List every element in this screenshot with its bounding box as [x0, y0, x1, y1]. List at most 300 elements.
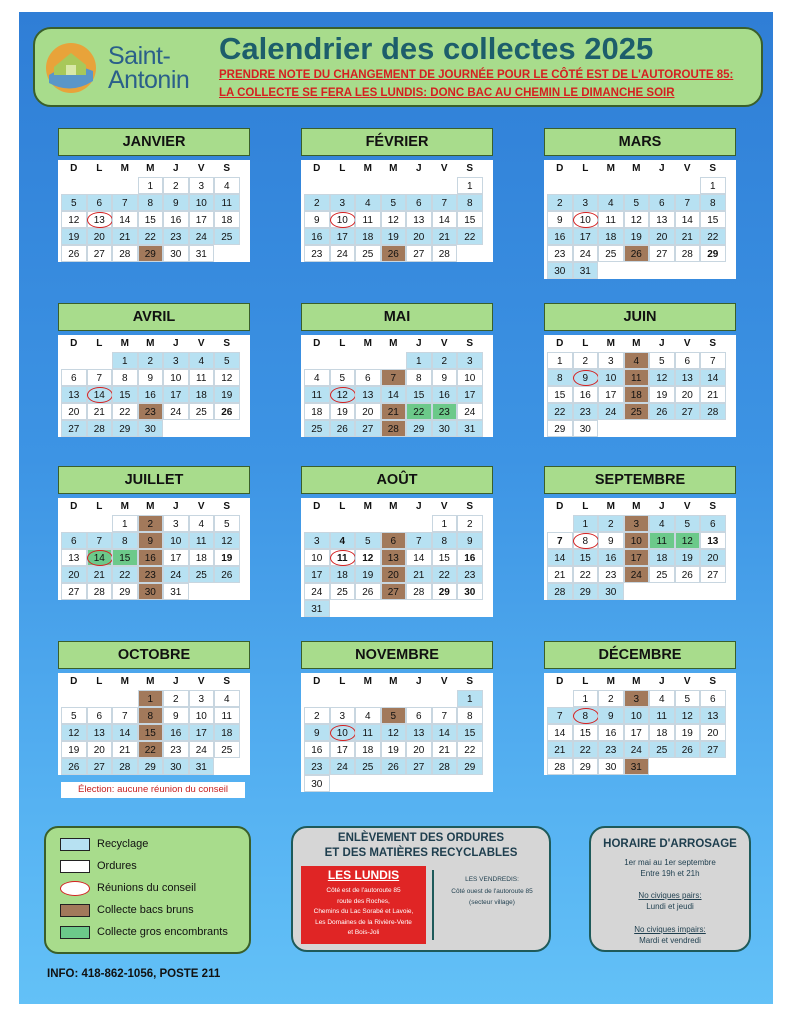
month-1 [58, 128, 250, 262]
day-cell: 22 [432, 566, 458, 583]
weekday-label: L [96, 676, 103, 687]
day-cell: 28 [547, 758, 573, 775]
day-cell: 1 [457, 690, 483, 707]
day-cell: 29 [547, 420, 573, 437]
day-cell: 28 [547, 583, 573, 600]
day-cell: 19 [649, 386, 675, 403]
month-name: DÉCEMBRE [544, 641, 736, 669]
month-grid [58, 673, 250, 775]
day-cell: 3 [330, 707, 356, 724]
weekday-label: M [389, 163, 398, 174]
month-name: AOÛT [301, 466, 493, 494]
weekday-label: S [223, 338, 231, 349]
day-cell: 18 [189, 386, 215, 403]
day-cell: 2 [304, 707, 330, 724]
month-grid [301, 673, 493, 792]
day-cell: 9 [457, 532, 483, 549]
day-cell: 8 [573, 532, 599, 549]
day-cell: 12 [61, 724, 87, 741]
day-cell: 24 [163, 566, 189, 583]
day-cell: 25 [214, 228, 240, 245]
weekday-label: S [466, 676, 474, 687]
weekday-label: J [172, 163, 179, 174]
weekday-label: V [683, 676, 691, 687]
odd-numbers-label: No civiques impairs: [634, 925, 706, 934]
day-cell: 17 [163, 549, 189, 566]
day-cell: 19 [624, 228, 650, 245]
day-cell: 8 [406, 369, 432, 386]
day-cell: 14 [87, 386, 113, 403]
day-cell: 14 [112, 211, 138, 228]
weekday-label: J [415, 501, 422, 512]
day-cell: 28 [675, 245, 701, 262]
council-meeting-marker [573, 370, 599, 386]
day-cell: 6 [700, 515, 726, 532]
day-cell: 23 [304, 758, 330, 775]
day-cell: 6 [355, 369, 381, 386]
month-grid [544, 160, 736, 279]
weekday-label: V [683, 338, 691, 349]
pickup-title-line2: ET DES MATIÈRES RECYCLABLES [324, 847, 518, 859]
watering-hours: Entre 19h et 21h [640, 869, 700, 878]
day-cell: 11 [598, 211, 624, 228]
day-cell: 27 [61, 420, 87, 437]
day-cell: 1 [457, 177, 483, 194]
day-cell: 11 [649, 707, 675, 724]
day-cell: 6 [61, 369, 87, 386]
day-cell: 27 [406, 245, 432, 262]
month-grid [301, 160, 493, 262]
day-cell: 3 [573, 194, 599, 211]
day-cell: 12 [214, 532, 240, 549]
weekday-label: M [146, 338, 155, 349]
day-cell: 15 [700, 211, 726, 228]
weekday-label: M [606, 163, 615, 174]
weekday-label: M [389, 338, 398, 349]
day-cell: 9 [547, 211, 573, 228]
day-cell: 31 [573, 262, 599, 279]
day-cell: 8 [457, 194, 483, 211]
day-cell: 12 [675, 707, 701, 724]
day-cell: 28 [112, 758, 138, 775]
day-cell: 30 [598, 758, 624, 775]
day-cell: 1 [406, 352, 432, 369]
day-cell: 11 [355, 724, 381, 741]
day-cell: 1 [138, 690, 164, 707]
weekday-label: V [683, 501, 691, 512]
weekday-label: S [709, 501, 717, 512]
day-cell: 27 [87, 758, 113, 775]
day-cell: 13 [406, 211, 432, 228]
weekday-label: D [556, 163, 564, 174]
day-cell: 19 [381, 228, 407, 245]
day-cell: 10 [330, 211, 356, 228]
month-grid [301, 498, 493, 617]
weekday-label: L [339, 163, 346, 174]
day-cell: 29 [112, 420, 138, 437]
day-cell: 26 [675, 566, 701, 583]
day-cell: 14 [432, 211, 458, 228]
day-cell: 24 [330, 245, 356, 262]
day-cell: 1 [138, 177, 164, 194]
day-cell: 25 [355, 245, 381, 262]
legend-bulky: Collecte gros encombrants [97, 926, 228, 938]
day-cell: 13 [700, 532, 726, 549]
day-cell: 26 [381, 758, 407, 775]
day-cell: 6 [406, 707, 432, 724]
day-cell: 18 [330, 566, 356, 583]
day-cell: 28 [432, 245, 458, 262]
day-cell: 9 [573, 369, 599, 386]
friday-label: LES VENDREDIS: [465, 876, 519, 883]
day-cell: 13 [87, 211, 113, 228]
council-meeting-marker [330, 387, 356, 403]
weekday-label: D [556, 338, 564, 349]
weekday-label: V [683, 163, 691, 174]
day-cell: 11 [624, 369, 650, 386]
brand-name-line1: Saint- [108, 42, 171, 70]
day-cell: 27 [700, 566, 726, 583]
day-cell: 21 [381, 403, 407, 420]
even-numbers-days: Lundi et jeudi [646, 902, 694, 911]
day-cell: 14 [547, 724, 573, 741]
day-cell: 9 [163, 707, 189, 724]
council-meeting-marker [573, 212, 599, 228]
monday-areas [303, 886, 424, 939]
council-meeting-marker [330, 550, 356, 566]
day-cell: 25 [355, 758, 381, 775]
weekday-label: L [96, 338, 103, 349]
day-cell: 21 [87, 566, 113, 583]
day-cell: 4 [649, 690, 675, 707]
day-cell: 21 [87, 403, 113, 420]
municipality-logo [44, 41, 98, 95]
council-swatch [60, 881, 90, 896]
month-name: NOVEMBRE [301, 641, 493, 669]
day-cell: 29 [406, 420, 432, 437]
watering-title: HORAIRE D'ARROSAGE [603, 838, 737, 850]
day-cell: 9 [138, 369, 164, 386]
weekday-label: M [146, 163, 155, 174]
day-cell: 26 [381, 245, 407, 262]
day-cell: 13 [381, 549, 407, 566]
month-name: FÉVRIER [301, 128, 493, 156]
month-10 [58, 641, 250, 775]
day-cell: 29 [700, 245, 726, 262]
weekday-label: D [70, 676, 78, 687]
weekday-label: M [146, 676, 155, 687]
month-12 [544, 641, 736, 775]
day-cell: 17 [304, 566, 330, 583]
day-cell: 13 [61, 386, 87, 403]
weekday-label: M [363, 338, 372, 349]
day-cell: 22 [138, 741, 164, 758]
day-cell: 7 [406, 532, 432, 549]
day-cell: 20 [700, 549, 726, 566]
day-cell: 5 [381, 194, 407, 211]
legend-recycling: Recyclage [97, 838, 149, 850]
weekday-label: M [606, 501, 615, 512]
recycling-swatch [60, 838, 90, 851]
day-cell: 21 [432, 228, 458, 245]
day-cell: 30 [432, 420, 458, 437]
weekday-label: V [197, 676, 205, 687]
day-cell: 24 [163, 403, 189, 420]
day-cell: 5 [675, 690, 701, 707]
monday-label: LES LUNDIS [327, 868, 400, 882]
day-cell: 30 [163, 245, 189, 262]
day-cell: 2 [598, 515, 624, 532]
day-cell: 6 [87, 194, 113, 211]
day-cell: 3 [189, 177, 215, 194]
day-cell: 2 [304, 194, 330, 211]
day-cell: 22 [547, 403, 573, 420]
day-cell: 15 [457, 211, 483, 228]
weekday-label: M [606, 676, 615, 687]
day-cell: 2 [457, 515, 483, 532]
day-cell: 13 [649, 211, 675, 228]
day-cell: 20 [61, 403, 87, 420]
weekday-label: D [556, 676, 564, 687]
day-cell: 8 [432, 532, 458, 549]
day-cell: 29 [573, 758, 599, 775]
weekday-label: D [70, 163, 78, 174]
day-cell: 7 [112, 194, 138, 211]
day-cell: 11 [214, 194, 240, 211]
day-cell: 19 [214, 386, 240, 403]
weekday-label: J [172, 676, 179, 687]
day-cell: 26 [624, 245, 650, 262]
month-11 [301, 641, 493, 792]
day-cell: 14 [406, 549, 432, 566]
weekday-label: S [709, 338, 717, 349]
day-cell: 31 [304, 600, 330, 617]
day-cell: 4 [330, 532, 356, 549]
day-cell: 27 [649, 245, 675, 262]
legend-garbage: Ordures [97, 860, 137, 872]
month-grid [301, 335, 493, 437]
day-cell: 6 [87, 707, 113, 724]
day-cell: 26 [675, 741, 701, 758]
weekday-label: J [658, 163, 665, 174]
change-notice-line1: PRENDRE NOTE DU CHANGEMENT DE JOURNÉE POUR LE CÔTÉ EST DE L'AUTOROUTE 85: [219, 69, 734, 81]
weekday-label: L [96, 501, 103, 512]
weekday-label: D [313, 163, 321, 174]
day-cell: 23 [432, 403, 458, 420]
day-cell: 8 [457, 707, 483, 724]
day-cell: 24 [189, 228, 215, 245]
day-cell: 3 [598, 352, 624, 369]
day-cell: 22 [112, 403, 138, 420]
day-cell: 19 [675, 724, 701, 741]
weekday-label: M [632, 676, 641, 687]
day-cell: 9 [304, 211, 330, 228]
day-cell: 20 [406, 741, 432, 758]
day-cell: 17 [457, 386, 483, 403]
day-cell: 1 [112, 515, 138, 532]
day-cell: 21 [700, 386, 726, 403]
month-name: JUIN [544, 303, 736, 331]
weekday-label: S [709, 163, 717, 174]
month-grid [544, 498, 736, 600]
day-cell: 15 [573, 724, 599, 741]
weekday-label: S [223, 501, 231, 512]
day-cell: 24 [624, 566, 650, 583]
day-cell: 9 [138, 532, 164, 549]
day-cell: 8 [138, 707, 164, 724]
day-cell: 2 [163, 177, 189, 194]
day-cell: 18 [649, 724, 675, 741]
day-cell: 31 [189, 758, 215, 775]
day-cell: 8 [700, 194, 726, 211]
weekday-label: V [197, 338, 205, 349]
day-cell: 2 [573, 352, 599, 369]
day-cell: 16 [547, 228, 573, 245]
day-cell: 31 [163, 583, 189, 600]
day-cell: 25 [649, 566, 675, 583]
day-cell: 21 [112, 228, 138, 245]
month-name: MAI [301, 303, 493, 331]
day-cell: 26 [330, 420, 356, 437]
council-meeting-marker [87, 387, 113, 403]
day-cell: 28 [432, 758, 458, 775]
day-cell: 26 [61, 758, 87, 775]
day-cell: 15 [112, 549, 138, 566]
council-meeting-marker [330, 725, 356, 741]
day-cell: 7 [547, 532, 573, 549]
weekday-label: S [709, 676, 717, 687]
pickup-divider [432, 870, 434, 940]
day-cell: 14 [700, 369, 726, 386]
day-cell: 23 [457, 566, 483, 583]
day-cell: 26 [214, 403, 240, 420]
day-cell: 16 [598, 724, 624, 741]
page-title: Calendrier des collectes 2025 [219, 31, 654, 66]
day-cell: 29 [573, 583, 599, 600]
day-cell: 20 [355, 403, 381, 420]
day-cell: 2 [598, 690, 624, 707]
day-cell: 15 [573, 549, 599, 566]
day-cell: 16 [138, 386, 164, 403]
day-cell: 29 [112, 583, 138, 600]
day-cell: 5 [214, 352, 240, 369]
garbage-swatch [60, 860, 90, 873]
weekday-label: J [415, 163, 422, 174]
day-cell: 7 [700, 352, 726, 369]
weekday-label: V [440, 163, 448, 174]
day-cell: 12 [381, 724, 407, 741]
day-cell: 5 [330, 369, 356, 386]
day-cell: 21 [432, 741, 458, 758]
day-cell: 11 [649, 532, 675, 549]
day-cell: 18 [189, 549, 215, 566]
weekday-label: J [415, 676, 422, 687]
weekday-label: L [582, 338, 589, 349]
day-cell: 15 [432, 549, 458, 566]
day-cell: 10 [624, 532, 650, 549]
day-cell: 21 [675, 228, 701, 245]
day-cell: 27 [381, 583, 407, 600]
weekday-label: L [582, 163, 589, 174]
council-meeting-marker [573, 533, 599, 549]
day-cell: 30 [547, 262, 573, 279]
day-cell: 24 [330, 758, 356, 775]
day-cell: 14 [432, 724, 458, 741]
day-cell: 15 [112, 386, 138, 403]
day-cell: 19 [355, 566, 381, 583]
day-cell: 20 [649, 228, 675, 245]
weekday-label: L [96, 163, 103, 174]
month-grid [58, 335, 250, 437]
day-cell: 18 [649, 549, 675, 566]
watering-period: 1er mai au 1er septembre [624, 858, 716, 867]
day-cell: 18 [304, 403, 330, 420]
day-cell: 13 [675, 369, 701, 386]
day-cell: 18 [598, 228, 624, 245]
day-cell: 4 [598, 194, 624, 211]
friday-area-line1: Côté ouest de l'autoroute 85 [451, 888, 533, 895]
day-cell: 9 [163, 194, 189, 211]
day-cell: 2 [432, 352, 458, 369]
day-cell: 21 [112, 741, 138, 758]
brown-bin-swatch [60, 904, 90, 917]
election-note: Élection: aucune réunion du conseil [61, 782, 245, 798]
day-cell: 16 [163, 211, 189, 228]
day-cell: 1 [432, 515, 458, 532]
day-cell: 5 [61, 194, 87, 211]
day-cell: 13 [406, 724, 432, 741]
day-cell: 14 [381, 386, 407, 403]
day-cell: 29 [138, 758, 164, 775]
day-cell: 31 [624, 758, 650, 775]
weekday-label: M [363, 501, 372, 512]
day-cell: 23 [547, 245, 573, 262]
day-cell: 8 [547, 369, 573, 386]
day-cell: 18 [355, 741, 381, 758]
day-cell: 15 [138, 724, 164, 741]
even-numbers-label: No civiques pairs: [638, 891, 702, 900]
day-cell: 15 [406, 386, 432, 403]
day-cell: 11 [304, 386, 330, 403]
day-cell: 6 [381, 532, 407, 549]
day-cell: 15 [138, 211, 164, 228]
day-cell: 1 [573, 515, 599, 532]
day-cell: 7 [432, 194, 458, 211]
day-cell: 24 [624, 741, 650, 758]
change-notice-line2: LA COLLECTE SE FERA LES LUNDIS: DONC BAC AU CHEMIN LE DIMANCHE SOIR [219, 87, 675, 99]
day-cell: 12 [355, 549, 381, 566]
day-cell: 3 [624, 515, 650, 532]
day-cell: 19 [381, 741, 407, 758]
weekday-label: M [363, 676, 372, 687]
day-cell: 28 [112, 245, 138, 262]
weekday-label: M [120, 338, 129, 349]
day-cell: 3 [189, 690, 215, 707]
day-cell: 22 [457, 741, 483, 758]
day-cell: 27 [700, 741, 726, 758]
day-cell: 16 [457, 549, 483, 566]
weekday-label: L [339, 501, 346, 512]
day-cell: 29 [457, 758, 483, 775]
monday-area-line: et Bois-Joli [347, 929, 380, 936]
day-cell: 15 [547, 386, 573, 403]
day-cell: 4 [649, 515, 675, 532]
day-cell: 14 [547, 549, 573, 566]
day-cell: 3 [163, 352, 189, 369]
day-cell: 3 [163, 515, 189, 532]
day-cell: 23 [163, 741, 189, 758]
day-cell: 25 [189, 566, 215, 583]
